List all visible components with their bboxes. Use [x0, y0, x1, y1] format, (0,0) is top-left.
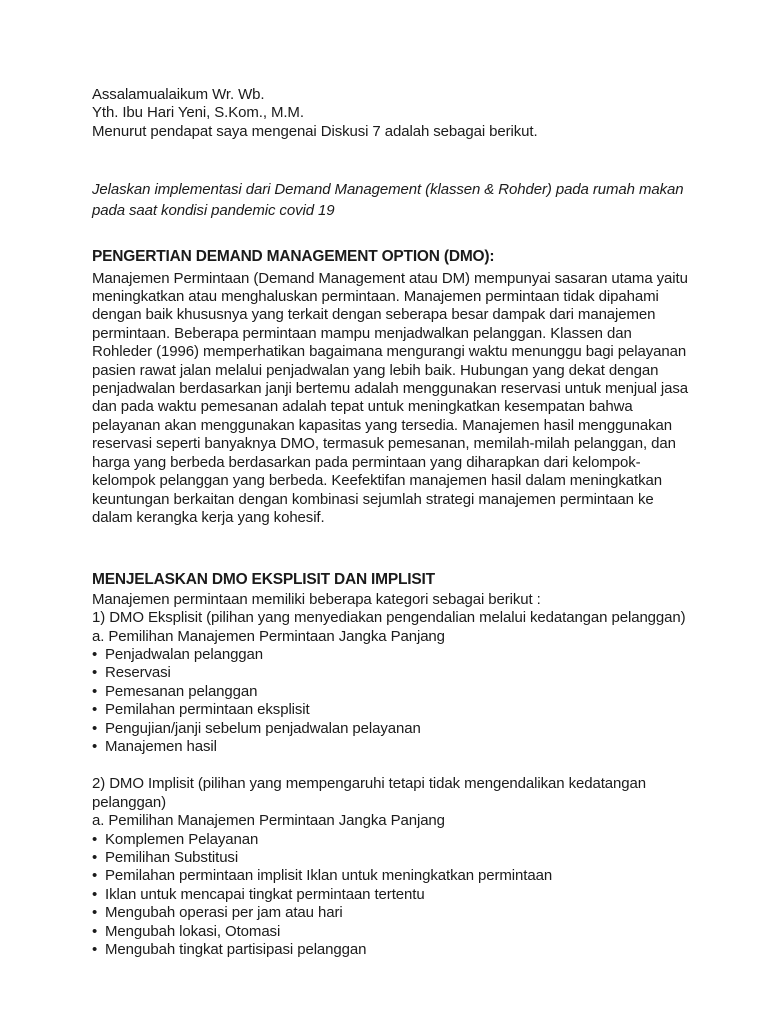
- explicit-list-subtitle: a. Pemilihan Manajemen Permintaan Jangka Panjang: [92, 627, 445, 645]
- list-item: [92, 923, 692, 941]
- bullet-icon: •: [92, 701, 98, 719]
- greeting-line: Assalamualaikum Wr. Wb.: [92, 86, 265, 103]
- section-heading-dmo-categories: MENJELASKAN DMO EKSPLISIT DAN IMPLISIT: [92, 571, 435, 589]
- greeting-line: Menurut pendapat saya mengenai Diskusi 7 adalah sebagai berikut.: [92, 122, 538, 140]
- list-item-text: Mengubah tingkat partisipasi pelanggan: [105, 941, 367, 959]
- list-item: [92, 646, 692, 664]
- bullet-icon: •: [92, 664, 98, 682]
- list-item: [92, 867, 692, 885]
- bullet-icon: •: [92, 867, 98, 885]
- list-item: [92, 849, 692, 867]
- implicit-list-title: 2) DMO Implisit (pilihan yang mempengaruhi tetapi tidak mengendalikan kedatangan pelanggan): [92, 775, 646, 811]
- categories-intro: Manajemen permintaan memiliki beberapa kategori sebagai berikut :: [92, 590, 541, 608]
- list-item: [92, 701, 692, 719]
- dmo-implicit-block: [92, 775, 692, 959]
- dmo-definition-paragraph: Manajemen Permintaan (Demand Management atau DM) mempunyai sasaran utama yaitu meningkatkan atau menghaluskan permintaan. Manajemen permintaan tidak dipahami dengan baik khususnya yang terkait dengan seberapa besar dampak dari manajemen permintaan. Beberapa permintaan mampu menjadwalkan pelanggan. Klassen dan Rohleder (1996) memperhatikan bagaimana mengurangi waktu menunggu bagi pelayanan pasien rawat jalan melalui penjadwalan yang lebih baik. Hubungan yang dekat dengan penjadwalan berdasarkan janji bertemu adalah menggunakan reservasi untuk menjual jasa dan pada waktu pemesanan adalah tepat untuk meningkatkan kesempatan bahwa pelayanan akan menggunakan kapasitas yang tersedia. Manajemen hasil menggunakan reservasi seperti banyaknya DMO, termasuk pemesanan, memilah-milah pelanggan, dan harga yang berbeda berdasarkan pada permintaan yang diharapkan dari kelompok- kelompok pelanggan yang berbeda. Keefektifan manajemen hasil dalam meningkatkan keuntungan berkaitan dengan kombinasi sejumlah strategi manajemen permintaan ke dalam kerangka kerja yang kohesif.: [92, 269, 689, 526]
- list-item-text: Iklan untuk mencapai tingkat permintaan tertentu: [105, 885, 425, 903]
- bullet-icon: •: [92, 849, 98, 866]
- bullet-icon: •: [92, 830, 98, 848]
- bullet-icon: •: [92, 941, 98, 959]
- list-item-text: Komplemen Pelayanan: [105, 830, 259, 848]
- list-item: [92, 886, 692, 904]
- bullet-icon: •: [92, 885, 98, 903]
- greeting-block: [92, 86, 692, 141]
- bullet-icon: •: [92, 645, 98, 663]
- list-item: [92, 831, 692, 849]
- list-item-text: Penjadwalan pelanggan: [105, 645, 264, 663]
- list-item-text: Pemilihan Substitusi: [105, 849, 239, 866]
- list-item-text: Pemesanan pelanggan: [105, 682, 258, 700]
- section-heading-dmo-definition: PENGERTIAN DEMAND MANAGEMENT OPTION (DMO):: [92, 248, 495, 266]
- list-item: [92, 683, 692, 701]
- list-item-text: Pengujian/janji sebelum penjadwalan pelayanan: [105, 719, 421, 737]
- implicit-list-subtitle: a. Pemilihan Manajemen Permintaan Jangka Panjang: [92, 812, 445, 830]
- explicit-list-title: 1) DMO Eksplisit (pilihan yang menyediakan pengendalian melalui kedatangan pelanggan): [92, 609, 686, 627]
- list-item: [92, 720, 692, 738]
- list-item: [92, 941, 692, 959]
- bullet-icon: •: [92, 682, 98, 700]
- dmo-explicit-block: [92, 609, 692, 756]
- list-item-text: Reservasi: [105, 664, 171, 682]
- bullet-icon: •: [92, 719, 98, 737]
- bullet-icon: •: [92, 922, 98, 940]
- document-content: [92, 86, 692, 959]
- bullet-icon: •: [92, 904, 98, 922]
- greeting-line: Yth. Ibu Hari Yeni, S.Kom., M.M.: [92, 104, 304, 122]
- bullet-icon: •: [92, 737, 98, 755]
- list-item-text: Pemilahan permintaan implisit Iklan untuk meningkatkan permintaan: [105, 867, 553, 885]
- discussion-question: Jelaskan implementasi dari Demand Management (klassen & Rohder) pada rumah makan pada saat kondisi pandemic covid 19: [92, 181, 684, 220]
- list-item: [92, 664, 692, 682]
- list-item: [92, 738, 692, 756]
- list-item-text: Manajemen hasil: [105, 737, 217, 755]
- list-item-text: Mengubah lokasi, Otomasi: [105, 922, 281, 940]
- list-item-text: Pemilahan permintaan eksplisit: [105, 701, 310, 719]
- list-item: [92, 904, 692, 922]
- list-item-text: Mengubah operasi per jam atau hari: [105, 904, 343, 922]
